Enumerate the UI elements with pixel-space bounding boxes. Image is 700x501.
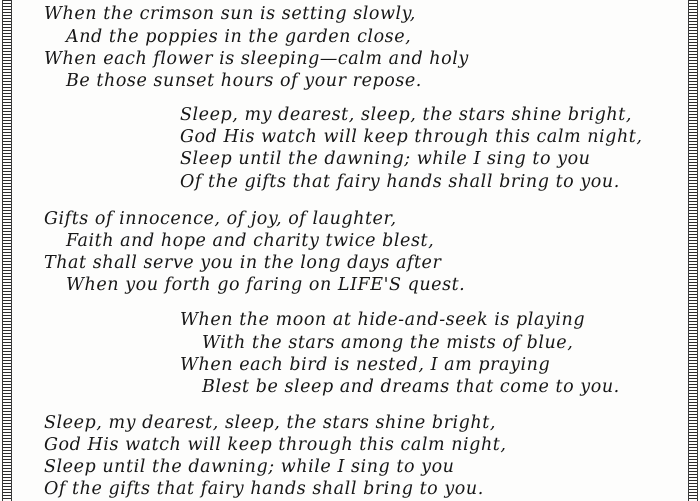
verse-2-line-4: When you forth go faring on LIFE'S quest. [66, 275, 466, 295]
verse-2-line-1: Gifts of innocence, of joy, of laughter, [44, 209, 397, 229]
chorus-2-line-1: Sleep, my dearest, sleep, the stars shine bright, [44, 413, 496, 433]
chorus-1-line-1: Sleep, my dearest, sleep, the stars shine bright, [180, 105, 632, 125]
verse-2-line-2: Faith and hope and charity twice blest, [66, 231, 435, 251]
verse-3-line-3: When each bird is nested, I am praying [180, 355, 551, 375]
verse-1-line-2: And the poppies in the garden close, [66, 27, 412, 47]
verse-3-line-1: When the moon at hide-and-seek is playing [180, 310, 586, 330]
verse-2-line-3: That shall serve you in the long days after [44, 253, 442, 273]
verse-1-line-3: When each flower is sleeping—calm and holy [44, 49, 469, 69]
chorus-2-line-4: Of the gifts that fairy hands shall bring to you. [44, 479, 484, 499]
verse-1-line-1: When the crimson sun is setting slowly, [44, 4, 416, 24]
verse-3-line-2: With the stars among the mists of blue, [202, 333, 574, 353]
verse-3-line-4: Blest be sleep and dreams that come to you. [202, 377, 620, 397]
chorus-1-line-3: Sleep until the dawning; while I sing to you [180, 149, 591, 169]
chorus-1-line-4: Of the gifts that fairy hands shall bring to you. [180, 172, 620, 192]
verse-1-line-4: Be those sunset hours of your repose. [66, 71, 422, 91]
chorus-1-line-2: God His watch will keep through this calm night, [180, 127, 643, 147]
chorus-2-line-2: God His watch will keep through this calm night, [44, 435, 507, 455]
chorus-2-line-3: Sleep until the dawning; while I sing to you [44, 457, 455, 477]
